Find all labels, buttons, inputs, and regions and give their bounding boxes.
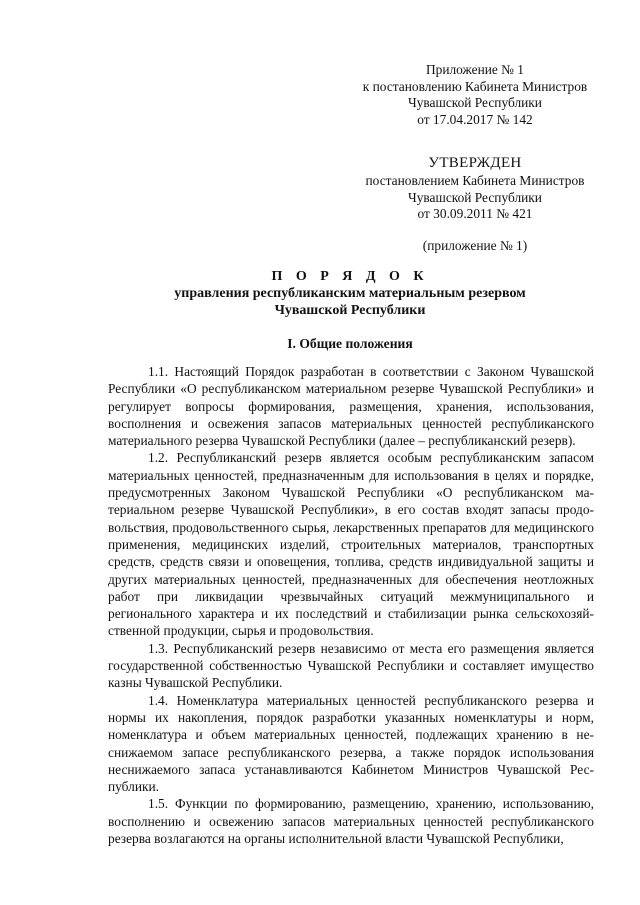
annex-number: Приложение № 1	[425, 62, 525, 77]
paragraph-1-4: 1.4. Номенклатура материальных ценностей республиканского резерва и нормы их накопления, порядок разработки указанных номенклатуры и норм, номенклатура и объем материальных ценностей, подлежащих хранению в неснижаемом запасе республиканского резерва, а также порядок использования неснижаемого запаса устанавливаются Кабинетом Министров Чувашской Республики.	[108, 692, 594, 795]
approved-heading: УТВЕРЖДЕН	[428, 155, 522, 171]
title-line-2: Чувашской Республики	[274, 302, 426, 318]
title-line-1: управления республиканским материальным резервом	[174, 285, 526, 301]
section-heading: I. Общие положения	[287, 336, 413, 351]
paragraph-1-5: 1.5. Функции по формированию, размещению, хранению, использованию, восполнению и освежению запасов материальных ценностей республиканского резерва возлагаются на органы исполнительной власти Чувашской Республики,	[108, 796, 594, 847]
approval-stamp	[340, 154, 610, 223]
annex-header	[340, 62, 610, 128]
paragraph-1-1: 1.1. Настоящий Порядок разработан в соответствии с Законом Чувашской Республики «О республиканском материальном резерве Чувашской Республики» и регулирует вопросы формирования, размещения, хранения, использования, восполнения и освежения запасов материальных ценностей республиканского материального резерва Чувашской Республики (далее – республиканский резерв).	[108, 364, 594, 449]
title-word: П О Р Я Д О К	[271, 269, 429, 284]
annex-republic: Чувашской Республики	[408, 95, 542, 111]
paragraph-1-3: 1.3. Республиканский резерв независимо от места его размещения является государственной собственностью Чувашской Республики и составляет имущество казны Чувашской Республики.	[108, 640, 594, 691]
annex-date: от 17.04.2017 № 142	[417, 111, 533, 127]
paragraph-1-2: 1.2. Республиканский резерв является особым республиканским запасом материальных ценностей, предназначенным для использования в целях и порядке, предусмотренных Законом Чувашской Республики «О республиканском материальном резерве Чувашской Республики», в его состав входят запасы продовольствия, продовольственного сырья, лекарственных препаратов для медицинского применения, медицинских изделий, строительных материалов, транспортных средств, средств связи и оповещения, топлива, средств индивидуальной защиты и других материальных ценностей, предназначенных для обеспечения неотложных работ при ликвидации чрезвычайных ситуаций межмуниципального и регионального характера и их последствий и стабилизации рынка сельскохозяйственной продукции, сырья и продовольствия.	[108, 450, 594, 639]
annex-decree: к постановлению Кабинета Министров	[362, 78, 588, 94]
approved-republic: Чувашской Республики	[408, 189, 542, 205]
approved-decree: постановлением Кабинета Министров	[365, 173, 585, 188]
approved-date: от 30.09.2011 № 421	[417, 206, 533, 222]
document-body	[108, 363, 594, 847]
annex-note: (приложение № 1)	[422, 238, 528, 253]
document-title	[60, 269, 640, 319]
